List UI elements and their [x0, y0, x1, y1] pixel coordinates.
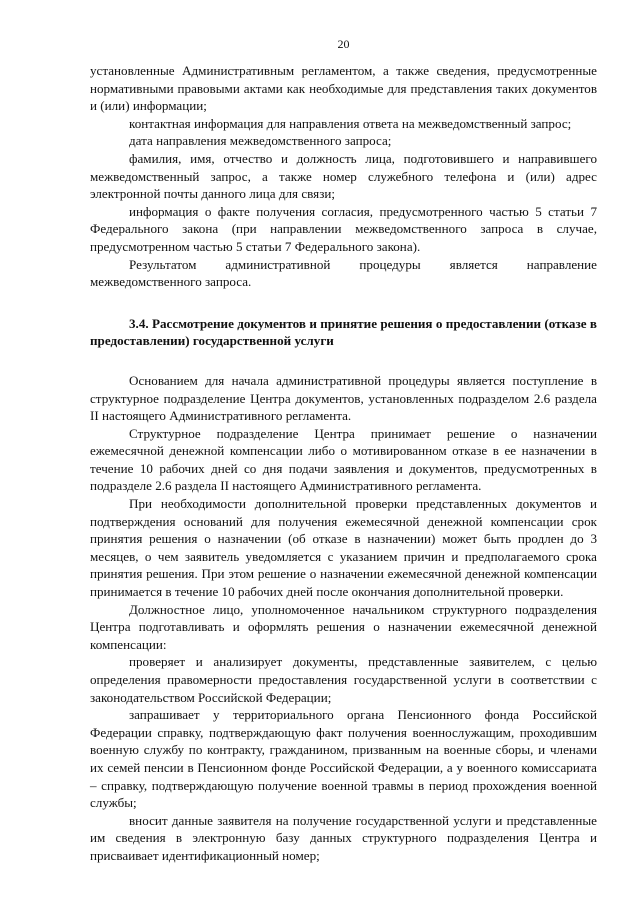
paragraph: контактная информация для направления ответа на межведомственный запрос; — [129, 115, 572, 131]
section-heading: 3.4. Рассмотрение документов и принятие решения о предоставлении (отказе в предоставлении) государственной услуги — [90, 315, 597, 349]
top-paragraphs — [90, 62, 597, 291]
paragraph: запрашивает у территориального органа Пенсионного фонда Российской Федерации справку, подтверждающую факт получения военнослужащим, проходившим военную службу по контракту, гражданином, призванным на военные сборы, и членами их семей пенсии в Пенсионном фонде Российской Федерации, а у военного комиссариата – справку, подтверждающую получение военной травмы в период прохождения военной службы; — [90, 707, 597, 811]
bottom-paragraphs — [90, 372, 597, 865]
paragraph: фамилия, имя, отчество и должность лица, подготовившего и направившего межведомственный запрос, а также номер служебного телефона и (или) адрес электронной почты данного лица для связи; — [90, 150, 597, 202]
paragraph: Основанием для начала административной процедуры является поступление в структурное подразделение Центра документов, установленных подразделом 2.6 раздела II настоящего Административного регламента. — [90, 372, 597, 424]
paragraph: Структурное подразделение Центра принимает решение о назначении ежемесячной денежной компенсации либо о мотивированном отказе в ее назначении в течение 10 рабочих дней со дня подачи заявления и документов, предусмотренных в подразделе 2.6 раздела II настоящего Административного регламента. — [90, 425, 597, 494]
paragraph: вносит данные заявителя на получение государственной услуги и представленные им сведения в электронную базу данных структурного подразделения Центра и присваивает идентификационный номер; — [90, 812, 597, 863]
paragraph: проверяет и анализирует документы, представленные заявителем, с целью определения правомерности предоставления государственной услуги в соответствии с законодательством Российской Федерации; — [90, 654, 597, 705]
paragraph: установленные Административным регламентом, а также сведения, предусмотренные нормативными правовыми актами как необходимые для представления таких документов и (или) информации; — [90, 63, 597, 114]
paragraph: информация о факте получения согласия, предусмотренного частью 5 статьи 7 Федерального закона (при направлении межведомственного запроса в случае, предусмотренном частью 5 статьи 7 Федерального закона). — [90, 203, 597, 254]
paragraph: При необходимости дополнительной проверки представленных документов и подтверждения оснований для получения ежемесячной денежной компенсации срок принятия решения о назначении (об отказе в назначении) может быть продлен до 3 месяцев, о чем заявитель уведомляется с указанием причин и предполагаемого срока принятия решения. При этом решение о назначении ежемесячной денежной компенсации принимается в течение 10 рабочих дней после окончания дополнительной проверки. — [90, 496, 597, 600]
paragraph: дата направления межведомственного запроса; — [129, 133, 392, 149]
paragraph: Должностное лицо, уполномоченное начальником структурного подразделения Центра подготавливать и оформлять решения о назначении ежемесячной денежной компенсации: — [90, 601, 597, 652]
paragraph: Результатом административной процедуры является направление межведомственного запроса. — [90, 256, 597, 290]
page-number: 20 — [337, 37, 350, 51]
